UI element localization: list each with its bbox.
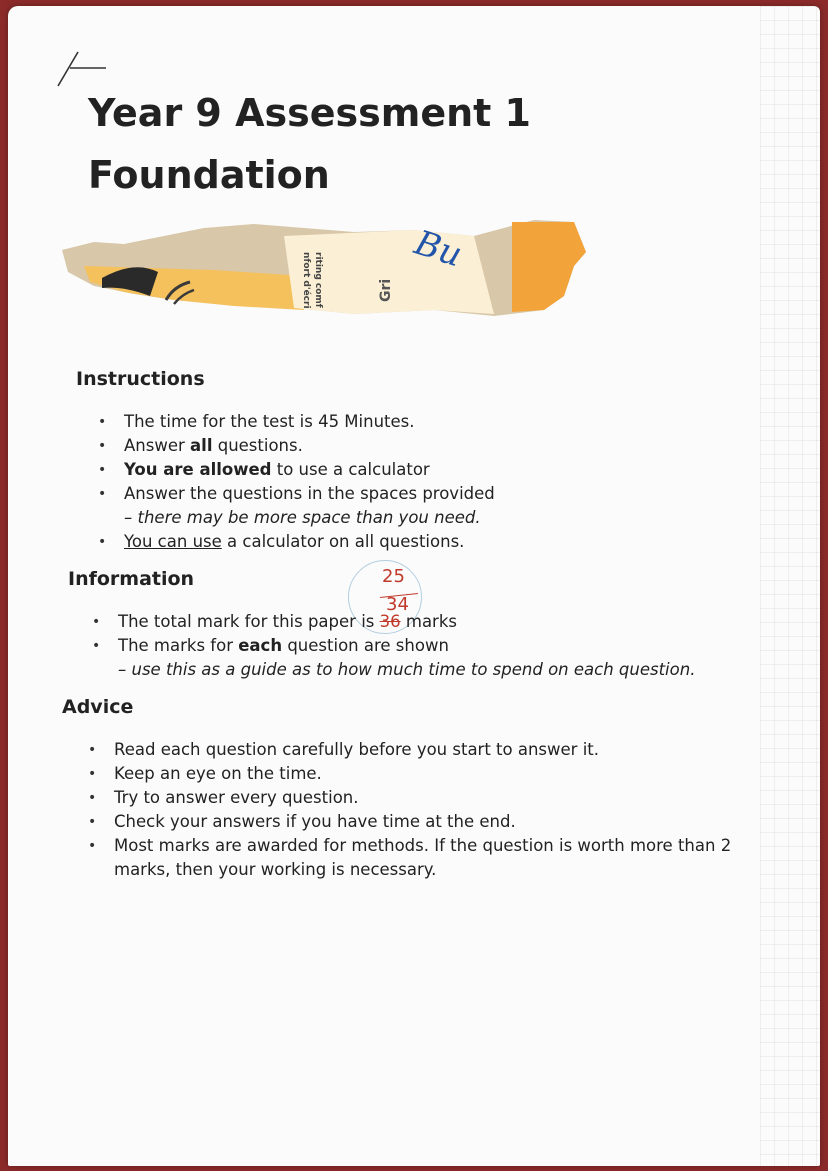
information-item: • The marks for each question are shown – use this as a guide as to how much time to spend on each question. [92,636,696,679]
instruction-item: • You can use a calculator on all questions. [96,530,716,554]
information-list [90,610,750,682]
title-line-2: Foundation [88,153,330,197]
bullet: • [88,814,97,830]
title-line-1: Year 9 Assessment 1 [88,91,531,135]
torn-label-brand: Gri [378,278,394,302]
bullet: • [92,614,101,630]
torn-label-side-text-1: riting comf [313,252,323,308]
advice-item: • Most marks are awarded for methods. If the question is worth more than 2 marks, then your working is necessary. [88,836,732,879]
advice-heading: Advice [62,696,134,718]
advice-item: • Read each question carefully before you start to answer it. [86,738,776,762]
advice-list [86,738,776,882]
worksheet-page [8,6,820,1166]
information-heading: Information [68,568,195,590]
score-obtained: 25 [382,566,405,587]
advice-item: • Check your answers if you have time at the end. [86,810,776,834]
graph-paper-edge [760,6,820,1166]
page-title [88,82,531,206]
instruction-item: • Answer all questions. [96,434,716,458]
bullet: • [88,790,97,806]
bullet: • [88,742,97,758]
torn-label-side-text-2: nfort d'écri [301,252,311,309]
bullet: • [98,486,107,502]
bullet: • [98,534,107,550]
bullet: • [98,414,107,430]
bullet: • [88,838,97,854]
torn-label-sticker [54,206,594,324]
bullet: • [98,438,107,454]
bullet: • [98,462,107,478]
information-item: • The total mark for this paper is 36 marks [90,610,750,634]
advice-item: • Keep an eye on the time. [86,762,776,786]
bullet: • [88,766,97,782]
torn-label-logo: Bu [409,222,467,276]
instruction-item: • The time for the test is 45 Minutes. [96,410,716,434]
instruction-item: • Answer the questions in the spaces provided – there may be more space than you need. [98,484,495,527]
instructions-list [96,410,716,554]
instructions-heading: Instructions [76,368,205,390]
struck-out-total: 36 [379,612,401,631]
instruction-item: • You are allowed to use a calculator [96,458,716,482]
advice-item: • Try to answer every question. [86,786,776,810]
bullet: • [92,638,101,654]
score-total: 34 [386,594,409,615]
